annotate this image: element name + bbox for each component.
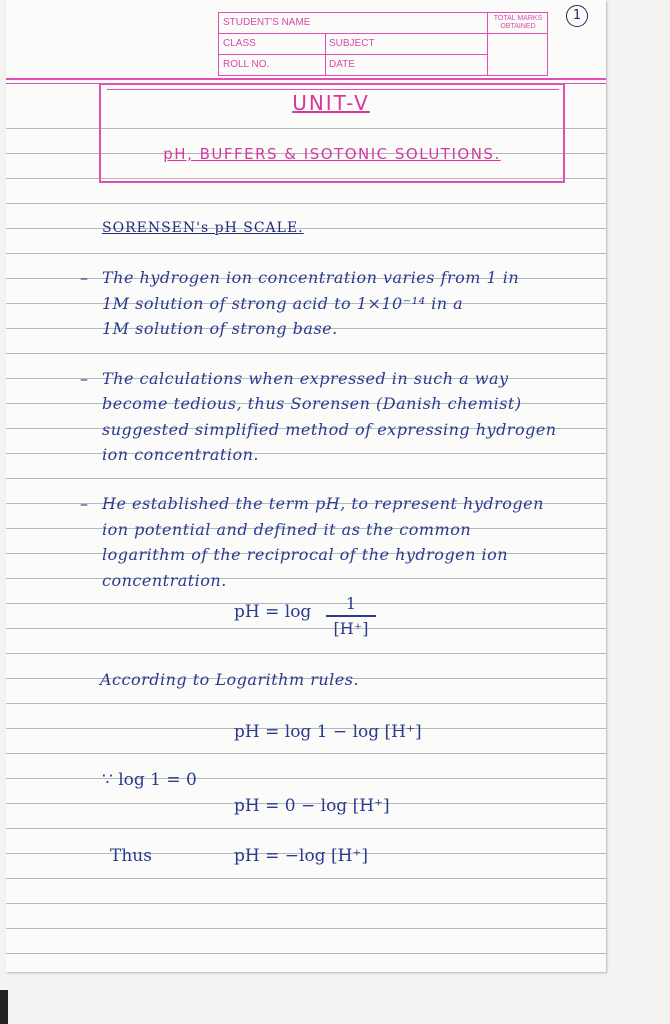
- unit-title: UNIT-V: [292, 91, 370, 115]
- fraction-bar: [326, 615, 376, 617]
- bullet-1: –: [80, 268, 88, 287]
- para3-line4: concentration.: [102, 571, 227, 590]
- para3-line1: He established the term pH, to represent hydrogen: [102, 494, 544, 513]
- date-label: DATE: [329, 59, 355, 70]
- rules-text: According to Logarithm rules.: [100, 670, 360, 689]
- student-name-label: STUDENT'S NAME: [223, 17, 311, 28]
- para2-line1: The calculations when expressed in such a way: [102, 369, 509, 388]
- formula1-denominator: [H⁺]: [333, 618, 369, 638]
- para3-line3: logarithm of the reciprocal of the hydrogen ion: [102, 545, 509, 564]
- formula1-numerator: 1: [345, 594, 357, 613]
- formula3: pH = 0 − log [H⁺]: [234, 796, 390, 816]
- class-label: CLASS: [223, 38, 256, 49]
- header-form: [218, 12, 548, 76]
- marks-divider: [488, 33, 547, 34]
- para2-line2: become tedious, thus Sorensen (Danish chemist): [102, 394, 522, 413]
- scanner-edge: [0, 990, 8, 1024]
- para1-line2: 1M solution of strong acid to 1×10⁻¹⁴ in a: [102, 294, 464, 313]
- header-row-name: [219, 13, 487, 34]
- para3-line2: ion potential and defined it as the common: [102, 520, 472, 539]
- roll-no-label: ROLL NO.: [223, 59, 270, 70]
- formula4: pH = −log [H⁺]: [234, 846, 369, 866]
- header-divider: [325, 34, 326, 75]
- chapter-title: pH, BUFFERS & ISOTONIC SOLUTIONS.: [163, 145, 501, 163]
- thus-label: Thus: [110, 846, 152, 866]
- para2-line4: ion concentration.: [102, 445, 259, 464]
- title-box-inner-line: [107, 89, 559, 90]
- formula1-fraction: [326, 594, 376, 638]
- page-number: 1: [566, 5, 588, 27]
- formula2: pH = log 1 − log [H⁺]: [234, 722, 422, 742]
- bullet-2: –: [80, 369, 88, 388]
- formula1-lhs: pH = log: [234, 602, 312, 622]
- para1-line3: 1M solution of strong base.: [102, 319, 338, 338]
- header-divider-marks: [487, 13, 488, 75]
- notebook-page: [6, 0, 606, 972]
- title-box: [99, 83, 565, 183]
- header-row-roll: [219, 55, 487, 75]
- para2-line3: suggested simplified method of expressing hydrogen: [102, 420, 557, 439]
- header-row-class: [219, 34, 487, 55]
- since-text: ∵ log 1 = 0: [102, 770, 197, 790]
- para1-line1: The hydrogen ion concentration varies from 1 in: [102, 268, 520, 287]
- subject-label: SUBJECT: [329, 38, 375, 49]
- pink-rule-top: [6, 78, 606, 80]
- section-heading: SORENSEN's pH SCALE.: [102, 220, 304, 236]
- bullet-3: –: [80, 494, 88, 513]
- total-marks-label: TOTAL MARKS OBTAINED: [493, 15, 543, 30]
